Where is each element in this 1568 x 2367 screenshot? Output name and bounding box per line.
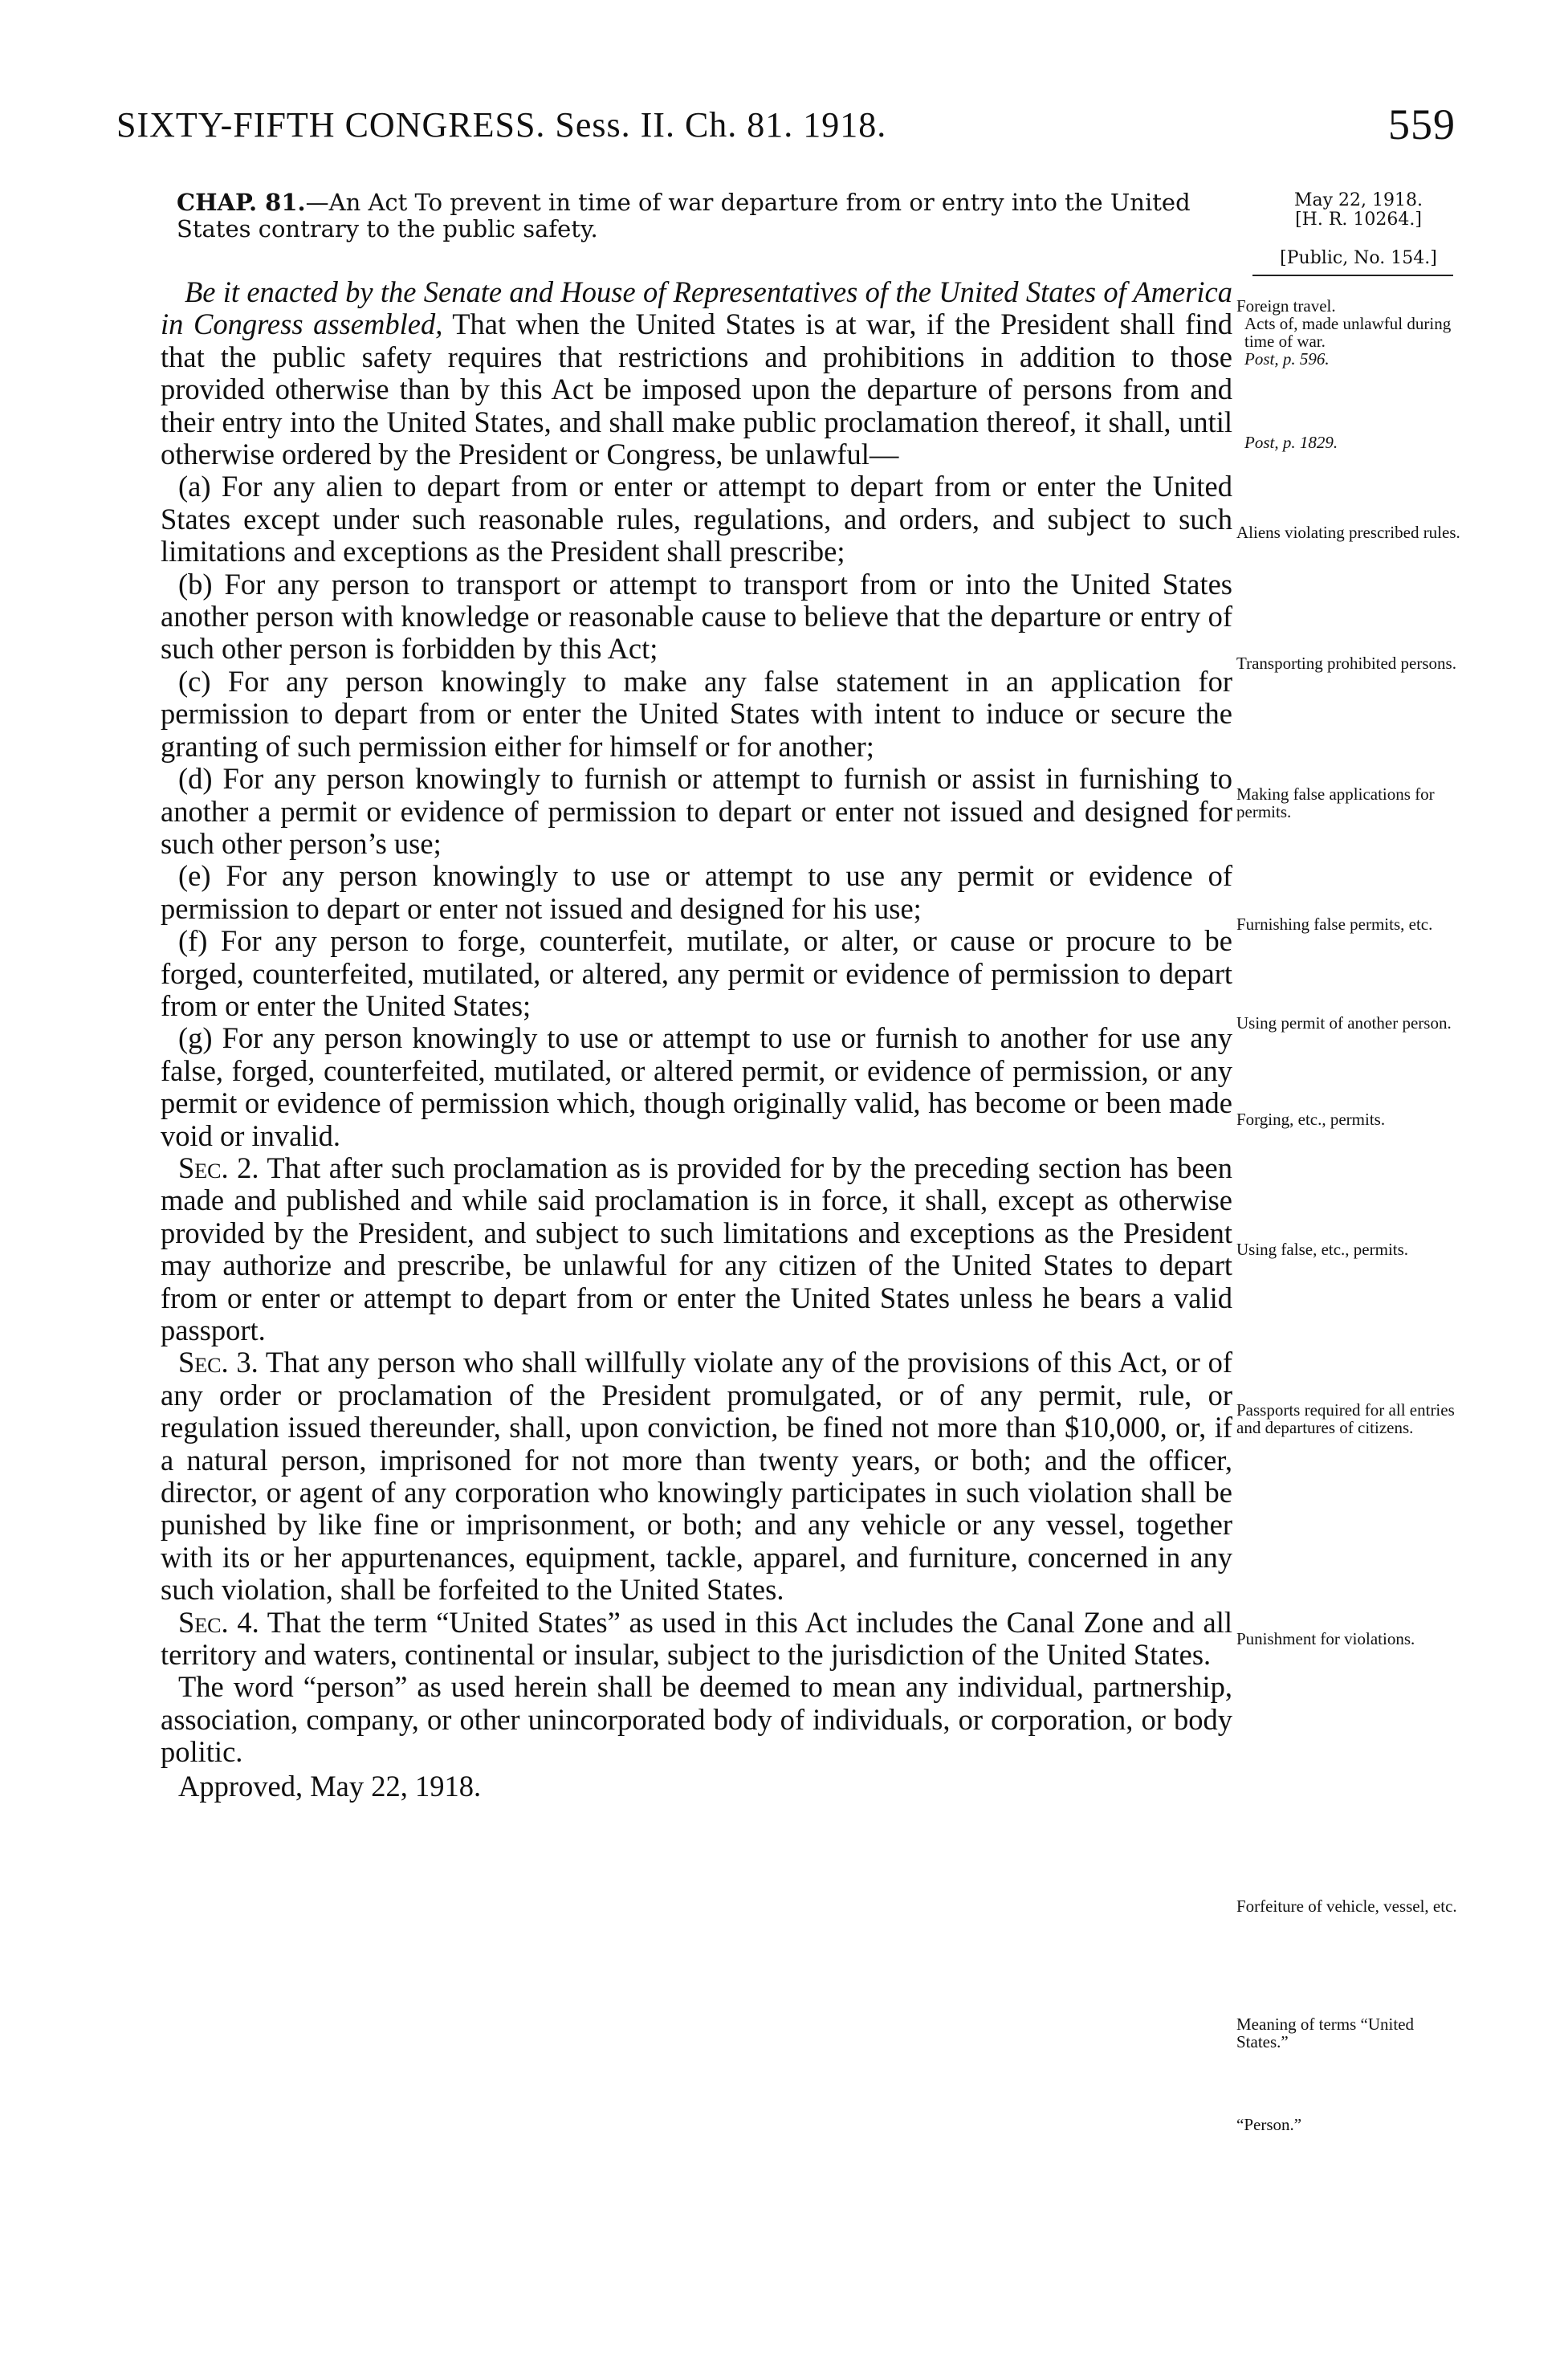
chapter-description: —An Act To prevent in time of war departure from or entry into the United States contrary to the public safety. [177, 189, 1191, 242]
page-number: 559 [1388, 100, 1456, 149]
margin-note-transporting: Transporting prohibited persons. [1236, 654, 1456, 673]
section-3-text: That any person who shall willfully violate any of the provisions of this Act, or of any order or proclamation of the President promulgated, or of any permit, rule, or regulation issued thereunder, shall, upon conviction, be fined not more than $10,000, or, if a natural person, imprisoned for not more than twenty years, or both; and the officer, director, or agent of any corporation who knowingly participates in such violation shall be punished by like fine or imprisonment, or both; and any vehicle or any vessel, together with its or her appurtenances, equipment, tackle, apparel, and furniture, concerned in any such violation, shall be forfeited to the United States. [161, 1346, 1232, 1607]
margin-note-punishment: Punishment for violations. [1236, 1629, 1415, 1648]
clause-g: (g) For any person knowingly to use or attempt to use or furnish to another for use any false, forged, counterfeited, mutilated, or altered permit, or evidence of permission, or any permit or evidence of permission which, though originally valid, has become or been made void or invalid. [161, 1021, 1232, 1152]
clause-a: (a) For any alien to depart from or enter or attempt to depart from or enter the United States except under such reasonable rules, regulations, and orders, and subject to such limitations and exceptions as the President shall prescribe; [161, 470, 1232, 568]
section-3-label: Sec. 3. [178, 1346, 259, 1379]
margin-note-passports: Passports required for all entries and departures of citizens. [1236, 1400, 1455, 1437]
clause-e: (e) For any person knowingly to use or attempt to use any permit or evidence of permission to depart or enter not issued and designed for his use; [161, 859, 1232, 925]
section-4-text: That the term “United States” as used in this Act includes the Canal Zone and all territory and waters, continental or insular, subject to the jurisdiction of the United States. [161, 1605, 1232, 1672]
enacting-clause [161, 276, 1232, 471]
margin-note-person: “Person.” [1236, 2115, 1302, 2134]
enacting-formula: Be it enacted by the Senate and House of Representatives of the United States of America in Congress assembled, [161, 275, 1232, 341]
running-title: SIXTY-FIFTH CONGRESS. Sess. II. Ch. 81. 1918. [116, 105, 887, 145]
margin-note-false-applications: Making false applications for permits. [1236, 784, 1435, 821]
margin-note-forfeiture: Forfeiture of vehicle, vessel, etc. [1236, 1896, 1457, 1916]
intro-text: That when the United States is at war, if the President shall find that the public safety requires that restrictions and prohibitions in addition to those provided otherwise than by this Act be imposed upon the departure of persons from and their entry into the United States, and shall make public proclamation thereof, it shall, until otherwise ordered by the President or Congress, be unlawful— [161, 308, 1232, 471]
post-1829-ref: Post, p. 1829. [1244, 433, 1338, 452]
margin-divider [1252, 275, 1453, 276]
margin-note-using-permit: Using permit of another person. [1236, 1013, 1452, 1033]
chapter-heading [177, 189, 1228, 242]
section-4-label: Sec. 4. [178, 1605, 259, 1639]
bill-number: [H. R. 10264.] [1295, 210, 1422, 230]
margin-note-using-false: Using false, etc., permits. [1236, 1240, 1409, 1259]
margin-note-furnishing: Furnishing false permits, etc. [1236, 915, 1433, 934]
clause-d: (d) For any person knowingly to furnish or attempt to furnish or assist in furnishing to another a permit or evidence of permission to depart or enter not issued and designed for such other person’s use; [161, 762, 1232, 860]
statute-body [161, 276, 1232, 1803]
margin-note-meaning: Meaning of terms “United States.” [1236, 2015, 1415, 2051]
foreign-travel-sub: Acts of, made unlawful during time of war. [1244, 314, 1452, 351]
clause-f: (f) For any person to forge, counterfeit, mutilate, or alter, or cause or procure to be forged, counterfeited, mutilated, or altered, any permit or evidence of permission to depart from or enter the United States; [161, 924, 1232, 1022]
page-header [116, 100, 1456, 169]
margin-note-aliens: Aliens violating prescribed rules. [1236, 523, 1460, 542]
public-law-number: [Public, No. 154.] [1280, 248, 1437, 268]
clause-b: (b) For any person to transport or attempt to transport from or into the United States another person with knowledge or reasonable cause to believe that the departure or entry of such other person is forbidden by this Act; [161, 567, 1232, 666]
person-definition: The word “person” as used herein shall be deemed to mean any individual, partnership, association, company, or other unincorporated body of individuals, or corporation, or body politic. [161, 1670, 1232, 1769]
approval-line: Approved, May 22, 1918. [178, 1769, 482, 1803]
chapter-label: CHAP. 81. [177, 189, 306, 216]
section-2-text: That after such proclamation as is provided for by the preceding section has been made and published and while said proclamation is in force, it shall, except as otherwise provided by the President, and subject to such limitations and exceptions as the President may authorize and prescribe, be unlawful for any citizen of the United States to depart from or enter or attempt to depart from or enter the United States unless he bears a valid passport. [161, 1151, 1232, 1346]
section-3 [161, 1346, 1232, 1606]
section-4 [161, 1607, 1232, 1672]
clause-c: (c) For any person knowingly to make any false statement in an application for permission to depart from or enter the United States with intent to induce or secure the granting of such permission either for himself or for another; [161, 664, 1232, 763]
section-2 [161, 1152, 1232, 1346]
post-596-ref: Post, p. 596. [1244, 349, 1330, 369]
margin-note-post-1829 [1236, 434, 1469, 451]
enactment-date: May 22, 1918. [1293, 190, 1423, 210]
margin-note-foreign-travel [1236, 297, 1461, 368]
section-2-label: Sec. 2. [178, 1151, 259, 1184]
margin-note-forging: Forging, etc., permits. [1236, 1110, 1386, 1129]
foreign-travel-title: Foreign travel. [1236, 296, 1336, 316]
